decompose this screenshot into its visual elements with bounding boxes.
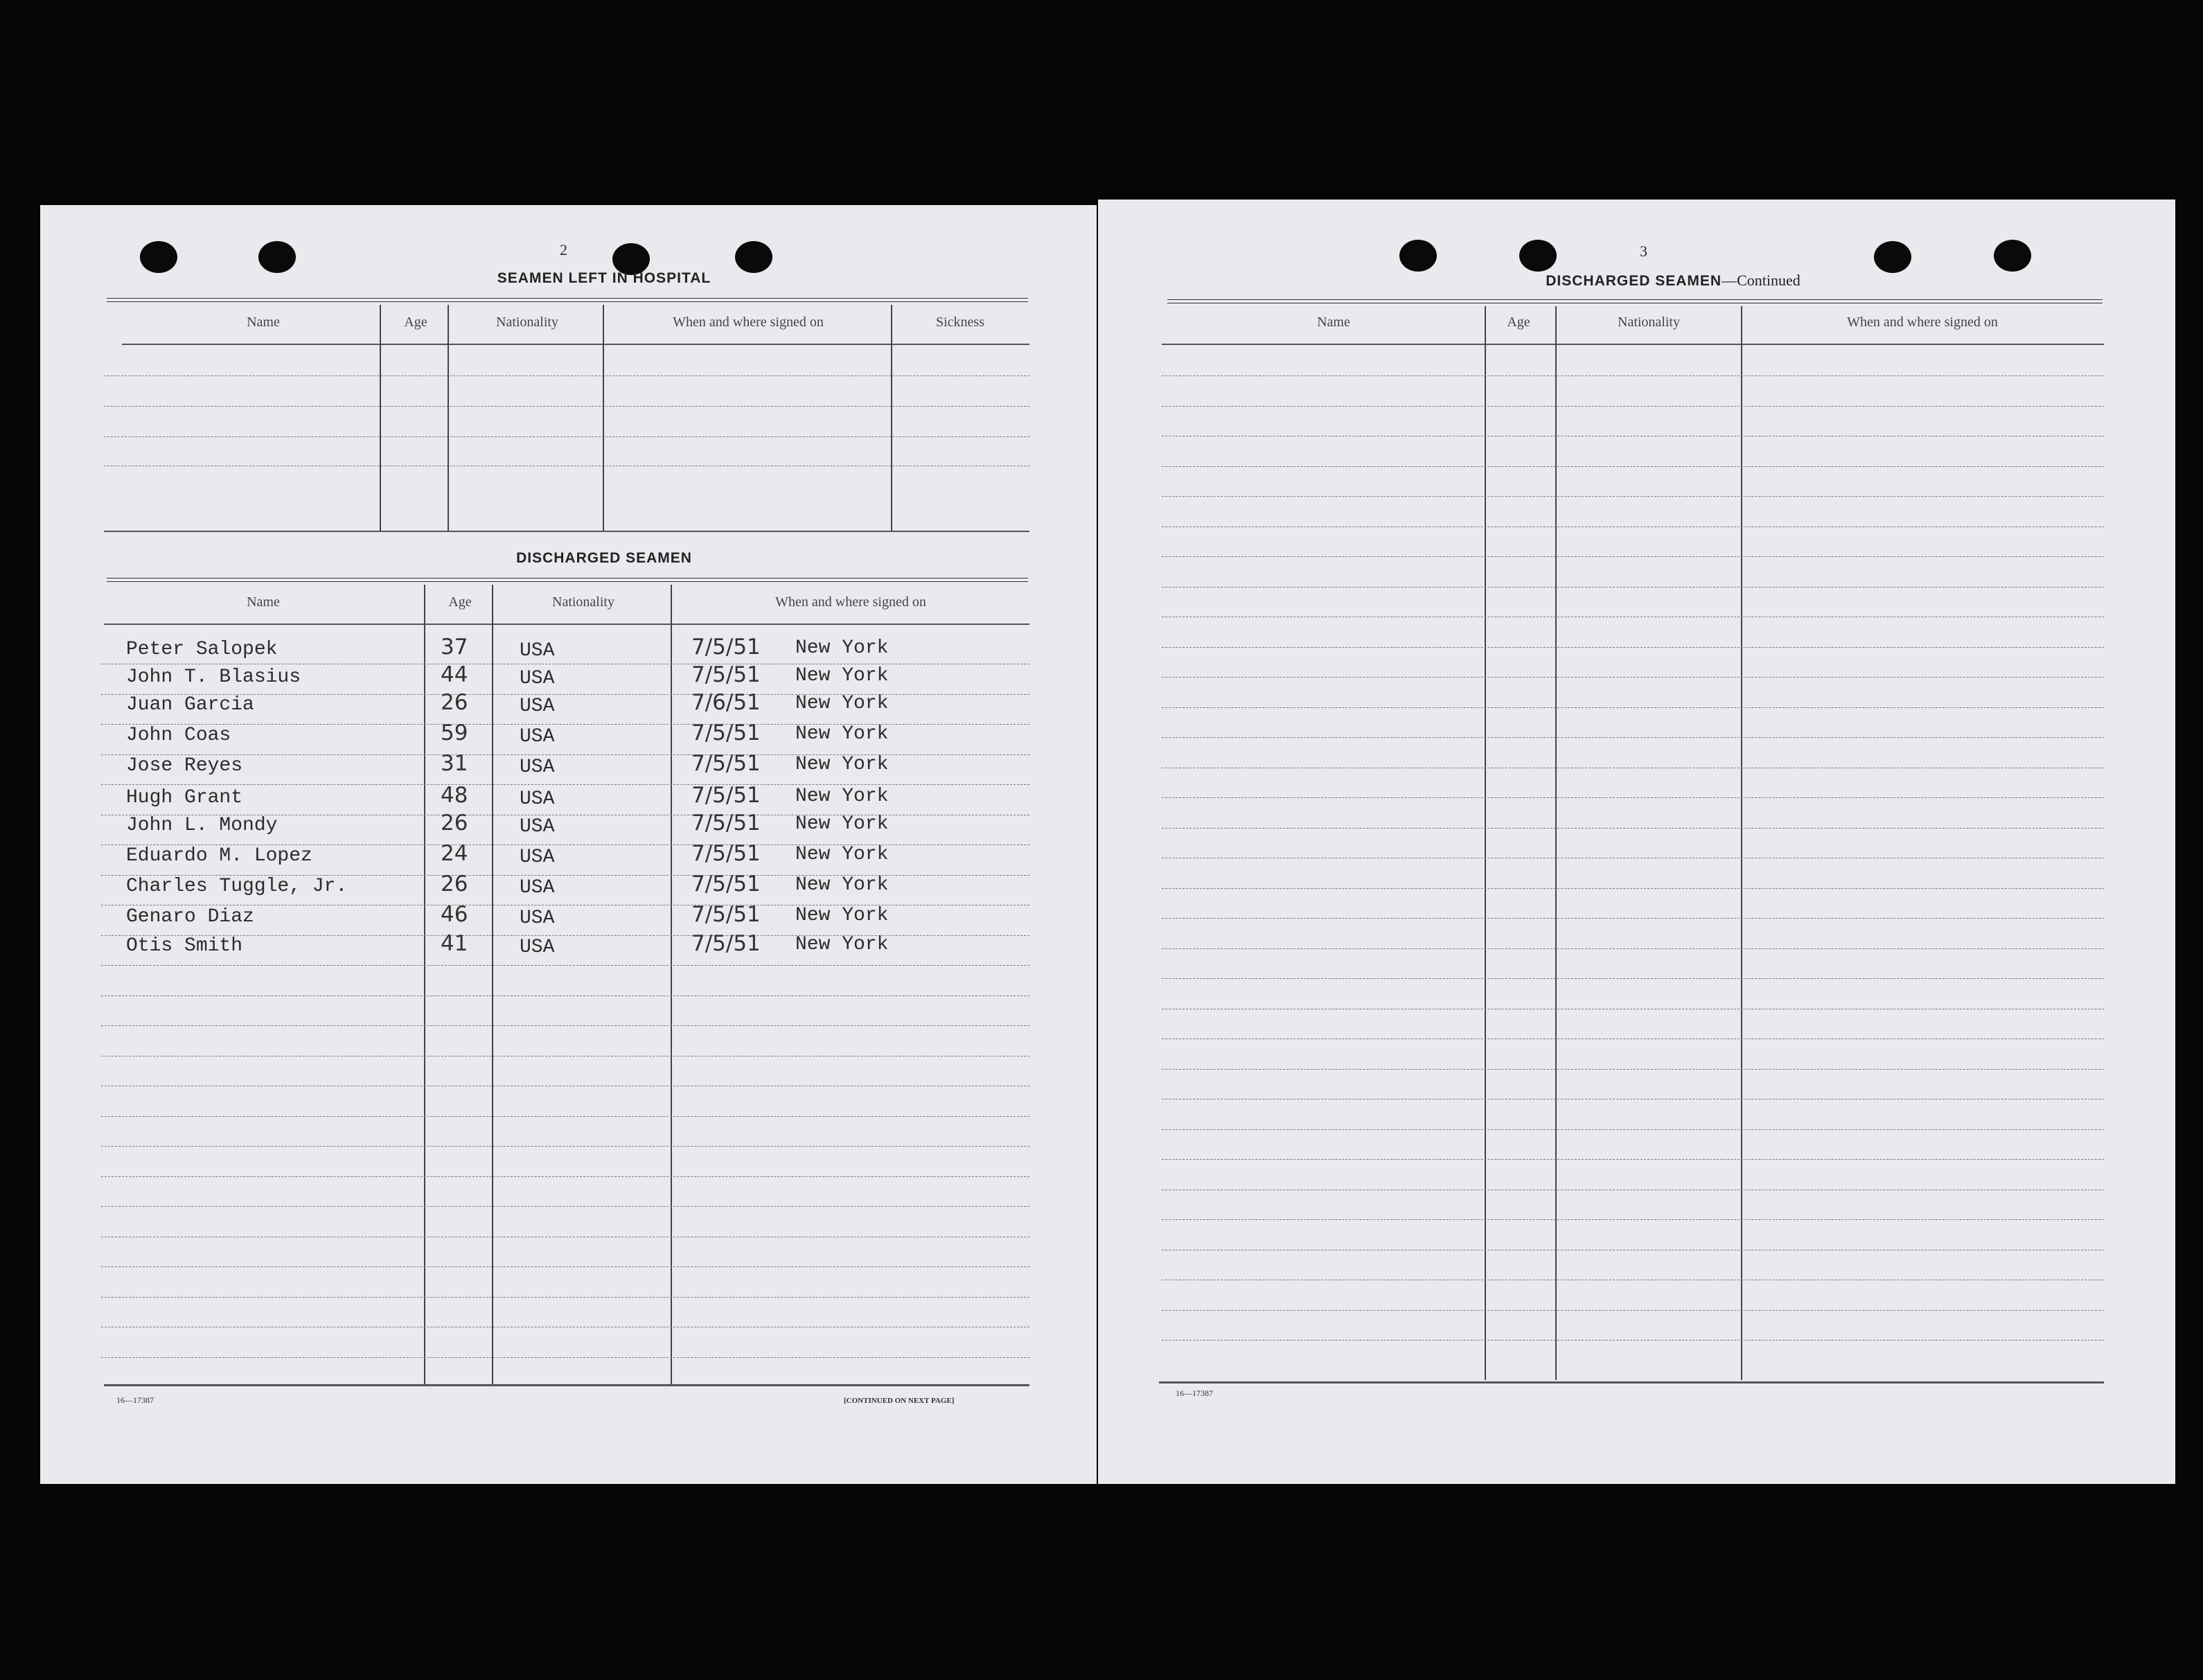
ledger-line: [1162, 918, 2104, 919]
ledger-line: [1162, 375, 2104, 376]
col-header-name: Name: [247, 315, 280, 330]
ledger-line: [1162, 797, 2104, 798]
page-title-main: DISCHARGED SEAMEN: [1546, 273, 1722, 289]
seaman-nationality: USA: [520, 937, 555, 958]
ledger-line: [1162, 496, 2104, 497]
seaman-age: 26: [441, 872, 468, 896]
ledger-line: [101, 1025, 1029, 1026]
rule: [104, 1384, 1029, 1386]
ledger-line: [101, 1146, 1029, 1147]
signed-on-date: 7/5/51: [691, 783, 761, 808]
seaman-age: 26: [441, 690, 468, 715]
ledger-line: [1162, 1159, 2104, 1160]
signed-on-place: New York: [795, 723, 889, 745]
seaman-nationality: USA: [520, 696, 555, 717]
seaman-nationality: USA: [520, 726, 555, 748]
column-divider: [603, 305, 604, 531]
seaman-nationality: USA: [520, 788, 555, 810]
ledger-line: [101, 1266, 1029, 1267]
seaman-age: 31: [441, 751, 468, 776]
column-divider: [891, 305, 892, 531]
seaman-nationality: USA: [520, 757, 555, 778]
seaman-age: 41: [441, 931, 468, 956]
seaman-name: Otis Smith: [126, 935, 243, 957]
ledger-line: [1162, 707, 2104, 708]
col-header-nationality: Nationality: [1618, 315, 1680, 330]
form-number: 16—17387: [1176, 1388, 1213, 1398]
seaman-age: 44: [441, 662, 468, 687]
col-header-nationality: Nationality: [552, 594, 614, 610]
column-divider: [448, 305, 449, 531]
signed-on-date: 7/5/51: [691, 811, 761, 835]
column-divider: [380, 305, 381, 531]
ledger-line: [101, 724, 1029, 725]
seaman-age: 46: [441, 902, 468, 927]
ledger-line: [101, 965, 1029, 966]
page-title: [1486, 272, 1860, 290]
column-divider: [492, 585, 493, 1386]
column-divider: [671, 585, 672, 1386]
signed-on-place: New York: [795, 665, 889, 687]
signed-on-place: New York: [795, 905, 889, 926]
ledger-line: [1162, 466, 2104, 467]
ledger-line: [1162, 556, 2104, 557]
ledger-line: [1162, 1129, 2104, 1130]
seaman-age: 37: [441, 635, 468, 660]
signed-on-date: 7/5/51: [691, 662, 761, 687]
col-header-sickness: Sickness: [936, 315, 984, 330]
ledger-line: [1162, 1038, 2104, 1039]
ledger-line: [1162, 948, 2104, 949]
signed-on-place: New York: [795, 844, 889, 865]
ledger-line: [1162, 1340, 2104, 1341]
seaman-nationality: USA: [520, 877, 555, 899]
continued-note: [CONTINUED ON NEXT PAGE]: [844, 1397, 955, 1405]
page-number: 2: [560, 241, 567, 258]
col-header-nationality: Nationality: [496, 315, 558, 330]
seaman-name: Eduardo M. Lopez: [126, 845, 312, 867]
col-header-signed-on: When and where signed on: [775, 594, 926, 610]
rule: [104, 624, 1029, 625]
seaman-age: 59: [441, 720, 468, 745]
signed-on-place: New York: [795, 934, 889, 955]
signed-on-place: New York: [795, 874, 889, 896]
right-page: [1098, 200, 2175, 1484]
col-header-signed-on: When and where signed on: [1847, 315, 1998, 330]
signed-on-date: 7/5/51: [691, 720, 761, 745]
ledger-line: [1162, 737, 2104, 738]
ledger-line: [101, 1297, 1029, 1298]
rule: [1162, 344, 2104, 345]
col-header-name: Name: [247, 594, 280, 610]
col-header-age: Age: [404, 315, 427, 330]
left-page: [40, 205, 1097, 1484]
punch-hole: [735, 241, 772, 273]
col-header-age: Age: [448, 594, 472, 610]
rule: [107, 298, 1028, 302]
punch-hole: [258, 241, 296, 273]
signed-on-date: 7/5/51: [691, 841, 761, 866]
ledger-line: [1162, 677, 2104, 678]
ledger-line: [1162, 1069, 2104, 1070]
ledger-line: [1162, 1219, 2104, 1220]
seaman-name: Juan Garcia: [126, 694, 254, 716]
punch-hole: [1399, 240, 1437, 272]
seaman-name: Charles Tuggle, Jr.: [126, 876, 348, 897]
seaman-name: Peter Salopek: [126, 639, 278, 660]
column-divider: [424, 585, 425, 1386]
col-header-age: Age: [1507, 315, 1530, 330]
seaman-name: Hugh Grant: [126, 787, 243, 808]
signed-on-place: New York: [795, 786, 889, 807]
page-number: 3: [1640, 242, 1647, 260]
signed-on-date: 7/6/51: [691, 690, 761, 715]
signed-on-place: New York: [795, 754, 889, 775]
punch-hole: [1519, 240, 1557, 272]
seaman-name: John T. Blasius: [126, 666, 301, 688]
signed-on-date: 7/5/51: [691, 635, 761, 660]
punch-hole: [1874, 241, 1911, 273]
ledger-line: [101, 1357, 1029, 1358]
rule: [1167, 299, 2103, 303]
rule: [104, 531, 1029, 532]
signed-on-place: New York: [795, 693, 889, 714]
seaman-age: 26: [441, 811, 468, 835]
signed-on-place: New York: [795, 637, 889, 659]
ledger-line: [1162, 647, 2104, 648]
rule: [107, 578, 1028, 582]
form-number: 16—17387: [116, 1395, 154, 1405]
ledger-line: [101, 1176, 1029, 1177]
punch-hole: [1994, 240, 2031, 272]
ledger-line: [1162, 888, 2104, 889]
seaman-name: Jose Reyes: [126, 755, 243, 777]
ledger-line: [1162, 1310, 2104, 1311]
col-header-name: Name: [1317, 315, 1350, 330]
seaman-name: Genaro Diaz: [126, 906, 254, 928]
seaman-nationality: USA: [520, 847, 555, 868]
signed-on-place: New York: [795, 813, 889, 835]
seaman-nationality: USA: [520, 640, 555, 662]
ledger-line: [101, 784, 1029, 785]
signed-on-date: 7/5/51: [691, 872, 761, 896]
ledger-line: [101, 1116, 1029, 1117]
page-title-continued: —Continued: [1722, 272, 1801, 289]
ledger-line: [1162, 828, 2104, 829]
ledger-line: [101, 1206, 1029, 1207]
rule: [1159, 1381, 2104, 1383]
signed-on-date: 7/5/51: [691, 931, 761, 956]
col-header-signed-on: When and where signed on: [673, 315, 824, 330]
seaman-age: 24: [441, 841, 468, 866]
punch-hole: [140, 241, 177, 273]
signed-on-date: 7/5/51: [691, 902, 761, 927]
seaman-name: John L. Mondy: [126, 815, 278, 836]
discharged-section-title: DISCHARGED SEAMEN: [516, 550, 692, 566]
signed-on-date: 7/5/51: [691, 751, 761, 776]
ledger-line: [1162, 406, 2104, 407]
rule: [122, 344, 1029, 345]
seaman-nationality: USA: [520, 816, 555, 838]
seaman-nationality: USA: [520, 668, 555, 689]
seaman-name: John Coas: [126, 725, 231, 746]
seaman-nationality: USA: [520, 908, 555, 929]
hospital-section-title: SEAMEN LEFT IN HOSPITAL: [497, 270, 711, 286]
ledger-line: [1162, 978, 2104, 979]
seaman-age: 48: [441, 783, 468, 808]
